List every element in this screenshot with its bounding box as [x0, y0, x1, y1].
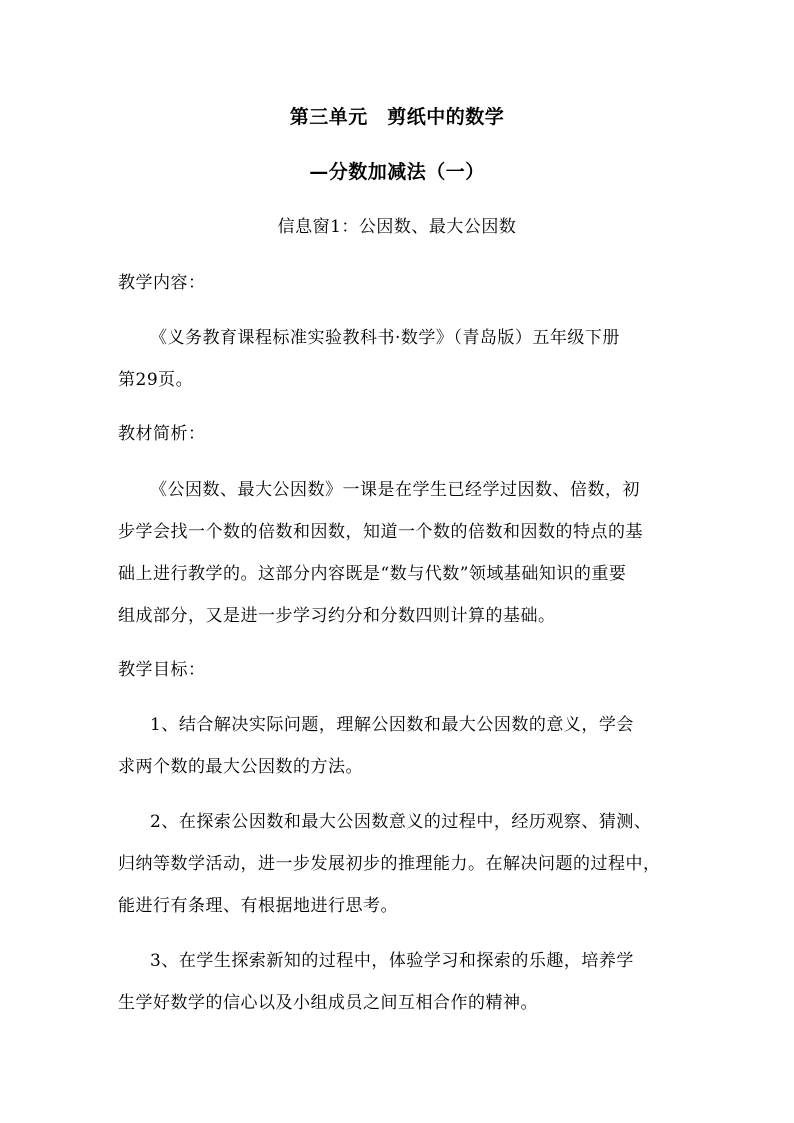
goal-item-line: 3、在学生探索新知的过程中，体验学习和探索的乐趣，培养学	[150, 951, 634, 971]
page-title-sub: —分数加减法（一）	[309, 161, 485, 183]
analysis-line: 步学会找一个数的倍数和因数，知道一个数的倍数和因数的特点的基	[118, 522, 643, 542]
content-line: 第29页。	[118, 370, 194, 390]
goal-item-line: 能进行有条理、有根据地进行思考。	[118, 896, 398, 916]
section-heading-content: 教学内容：	[118, 273, 206, 293]
goal-item-line: 2、在探索公因数和最大公因数意义的过程中，经历观察、猜测、	[150, 812, 652, 832]
goal-item-line: 求两个数的最大公因数的方法。	[118, 757, 363, 777]
goal-item-line: 1、结合解决实际问题，理解公因数和最大公因数的意义，学会	[150, 715, 634, 735]
lesson-subtitle: 信息窗1：公因数、最大公因数	[277, 217, 517, 237]
goal-item-line: 归纳等数学活动，进一步发展初步的推理能力。在解决问题的过程中，	[118, 854, 661, 874]
analysis-line: 组成部分，又是进一步学习约分和分数四则计算的基础。	[118, 606, 556, 626]
section-heading-analysis: 教材简析：	[118, 424, 206, 444]
section-heading-goals: 教学目标：	[118, 660, 206, 680]
analysis-line: 《公因数、最大公因数》一课是在学生已经学过因数、倍数，初	[150, 480, 640, 500]
page-title: 第三单元 剪纸中的数学	[289, 106, 505, 128]
goal-item-line: 生学好数学的信心以及小组成员之间互相合作的精神。	[118, 993, 538, 1013]
analysis-line: 础上进行教学的。这部分内容既是“数与代数”领域基础知识的重要	[118, 564, 627, 584]
content-line: 《义务教育课程标准实验教科书·数学》（青岛版）五年级下册	[150, 328, 620, 348]
